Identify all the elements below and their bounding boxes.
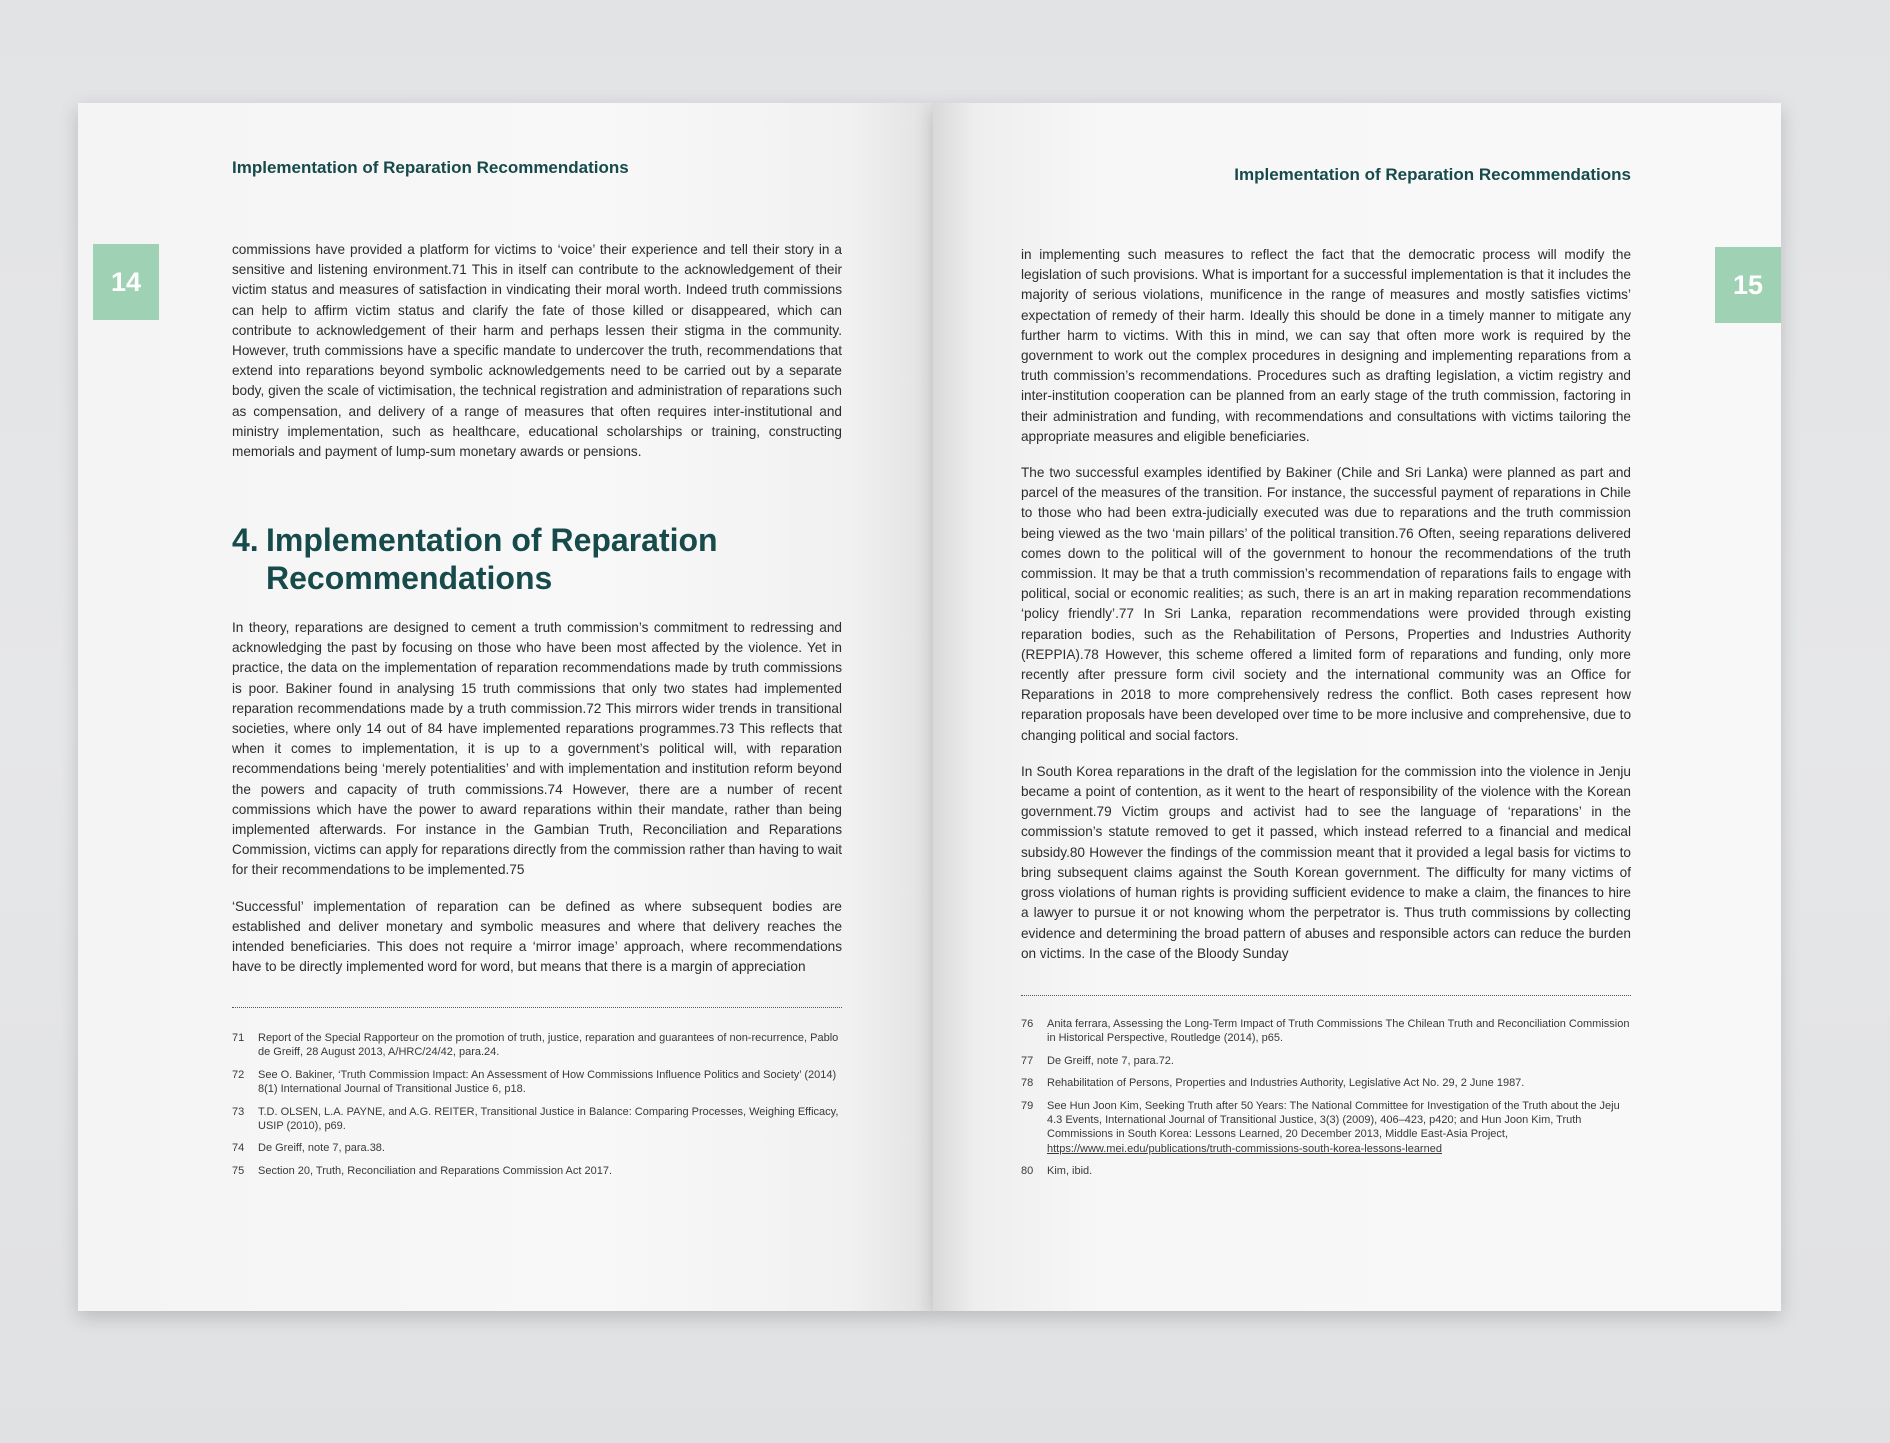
footnote-text: Report of the Special Rapporteur on the promotion of truth, justice, reparation and guarantees of non-recurrence, Pablo de Greiff, 28 August 2013, A/HRC/24/42, para.24.: [258, 1032, 839, 1059]
footnote: [232, 1105, 842, 1134]
left-page: [78, 103, 933, 1311]
footnote-divider: [1021, 995, 1631, 996]
footnote: [1021, 1099, 1631, 1157]
footnote: [1021, 1164, 1631, 1178]
page-number-tab: 14: [93, 244, 159, 320]
section-title: Implementation of Reparation Recommendations: [266, 522, 718, 596]
running-head: Implementation of Reparation Recommendations: [1234, 165, 1631, 184]
footnote-text: Rehabilitation of Persons, Properties and Industries Authority, Legislative Act No. 29, 2 June 1987.: [1047, 1077, 1525, 1090]
paragraph: In South Korea reparations in the draft of the legislation for the commission into the violence in Jenju became a point of contention, as it went to the heart of responsibility of the violence with the Korean government.79 Victim groups and activist had to see the language of ‘reparations’ in the commission’s statute removed to get it passed, which instead referred to a financial and medical subsidy.80 However the findings of the commission meant that it provided a legal basis for victims to bring subsequent claims against the South Korean government. The difficulty for many victims of gross violations of human rights is providing sufficient evidence to make a claim, the finances to hire a lawyer to pursue it or not knowing whom the perpetrator is. Thus truth commissions by collecting evidence and determining the broad pattern of abuses and responsible actors can reduce the burden on victims. In the case of the Bloody Sunday: [1021, 763, 1631, 961]
body-text-section: [232, 618, 842, 993]
footnote: [232, 1164, 842, 1178]
footnote-number: 71: [232, 1032, 245, 1044]
footnote: [1021, 1076, 1631, 1090]
footnotes: [1021, 1017, 1631, 1187]
paragraph: commissions have provided a platform for victims to ‘voice’ their experience and tell their story in a sensitive and listening environment.71 This in itself can contribute to the acknowledgement of their victim status and measures of satisfaction in vindicating their moral worth. Indeed truth commissions can help to affirm victim status and clarify the fate of those killed or disappeared, which can contribute to acknowledgement of their harm and perhaps lessen their stigma in the community. However, truth commissions have a specific mandate to undercover the truth, recommendations that extend into reparations beyond symbolic acknowledgements need to be carried out by a separate body, given the scale of victimisation, the technical registration and administration of reparations such as compensation, and delivery of a range of measures that often requires inter-institutional and ministry implementation, such as healthcare, educational scholarships or training, constructing memorials and payment of lump-sum monetary awards or pensions.: [232, 242, 842, 460]
footnote-text: Section 20, Truth, Reconciliation and Reparations Commission Act 2017.: [258, 1164, 613, 1177]
paragraph: The two successful examples identified by Bakiner (Chile and Sri Lanka) were planned as part and parcel of the measures of the transition. For instance, the successful payment of reparations in Chile to those who had been extra-judicially executed was due to reparations and the truth commission being viewed as the two ‘main pillars’ of the political transition.76 Often, seeing reparations delivered comes down to the political will of the government to honour the recommendations of the truth commission. It may be that a truth commission’s recommendation of reparations fails to engage with political, social or economic realities; as such, there is an art in making reparation recommendations ‘policy friendly’.77 In Sri Lanka, reparation recommendations were provided through existing reparation bodies, such as the Rehabilitation of Persons, Properties and Industries Authority (REPPIA).78 However, this scheme offered a limited form of reparations and funding, only more recently after pressure form civil society and the international community was an Office for Reparations in 2018 to more comprehensively redress the conflict. Both cases represent how reparation proposals have been developed over time to be more inclusive and comprehensive, due to changing political and social factors.: [1021, 465, 1631, 743]
paragraph: In theory, reparations are designed to cement a truth commission’s commitment to redressing and acknowledging the past by focusing on those who have been most affected by the violence. Yet in practice, the data on the implementation of reparation recommendations made by truth commissions is poor. Bakiner found in analysing 15 truth commissions that only two states had implemented reparation recommendations made by a truth commission.72 This mirrors wider trends in transitional societies, where only 14 out of 84 have implemented reparations programmes.73 This reflects that when it comes to implementation, it is up to a government’s political will, with reparation recommendations being ‘merely potentialities’ and with implementation and institution reform beyond the powers and capacity of truth commissions.74 However, there are a number of recent commissions which have the power to award reparations within their mandate, rather than being implemented afterwards. For instance in the Gambian Truth, Reconciliation and Reparations Commission, victims can apply for reparations directly from the commission rather than having to wait for their recommendations to be implemented.75: [232, 620, 842, 878]
footnote-number: 72: [232, 1068, 245, 1081]
paragraph: in implementing such measures to reflect the fact that the democratic process will modify the legislation of such provisions. What is important for a successful implementation is that it includes the majority of serious violations, munificence in the range of measures and mostly satisfies victims’ expectation of remedy of their harm. Ideally this should be done in a timely manner to mitigate any further harm to victims. With this in mind, we can say that often more work is required by the government to work out the complex procedures in designing and implementing reparations from a truth commission’s recommendations. Procedures such as drafting legislation, a victim registry and inter-institution cooperation can be planned from an early stage of the truth commission, factoring in their administration and funding, with recommendations and consultations with victims tailoring the appropriate measures and eligible beneficiaries.: [1021, 247, 1631, 444]
footnote-number: 76: [1021, 1018, 1034, 1030]
footnote: [232, 1141, 842, 1155]
paragraph: ‘Successful’ implementation of reparation can be defined as where subsequent bodies are established and deliver monetary and symbolic measures and where that delivery reaches the intended beneficiaries. This does not require a ‘mirror image’ approach, where recommendations have to be directly implemented word for word, but means that there is a margin of appreciation: [232, 898, 842, 975]
footnote: [1021, 1054, 1631, 1068]
footnote-number: 75: [232, 1164, 245, 1177]
footnote: [232, 1068, 842, 1097]
footnote-number: 73: [232, 1105, 245, 1118]
page-number-tab: 15: [1715, 247, 1781, 323]
footnote-text: Anita ferrara, Assessing the Long-Term Impact of Truth Commissions The Chilean Truth and Reconciliation Commission in Historical Perspective, Routledge (2014), p65.: [1047, 1018, 1630, 1045]
footnotes: [232, 1031, 842, 1186]
section-number: 4.: [232, 522, 259, 558]
footnote-link[interactable]: https://www.mei.edu/publications/truth-commissions-south-korea-lessons-learned: [1047, 1142, 1442, 1155]
footnote-divider: [232, 1007, 842, 1008]
footnote-number: 74: [232, 1142, 245, 1155]
body-text: [1021, 245, 1631, 980]
footnote-text: Kim, ibid.: [1047, 1165, 1093, 1178]
footnote-text: De Greiff, note 7, para.72.: [1047, 1054, 1174, 1067]
right-page: [933, 103, 1781, 1311]
footnote-number: 77: [1021, 1054, 1034, 1067]
footnote-number: 80: [1021, 1165, 1034, 1178]
body-text-top: [232, 240, 842, 478]
footnote-text: See O. Bakiner, ‘Truth Commission Impact: An Assessment of How Commissions Influence Politics and Society’ (2014) 8(1) International Journal of Transitional Justice 6, p18.: [258, 1068, 837, 1096]
footnote-number: 78: [1021, 1077, 1034, 1090]
footnote: [232, 1031, 842, 1060]
footnote-text: T.D. OLSEN, L.A. PAYNE, and A.G. REITER, Transitional Justice in Balance: Comparing Processes, Weighing Efficacy, USIP (2010), p69.: [258, 1105, 839, 1133]
running-head: Implementation of Reparation Recommendations: [232, 158, 629, 177]
footnote: [1021, 1017, 1631, 1046]
footnote-text: De Greiff, note 7, para.38.: [258, 1142, 385, 1155]
footnote-number: 79: [1021, 1099, 1034, 1112]
section-heading: [232, 521, 852, 597]
footnote-body: See Hun Joon Kim, Seeking Truth after 50 Years: The National Committee for Investigation of the Truth about the Jeju 4.3 Events, International Journal of Transitional Justice, 3(3) (2009), 406–423, p420; and Hun Joon Kim, Truth Commissions in South Korea: Lessons Learned, 20 December 2013, Middle East-Asia Project,: [1047, 1099, 1620, 1141]
footnote-text: [1047, 1099, 1631, 1157]
